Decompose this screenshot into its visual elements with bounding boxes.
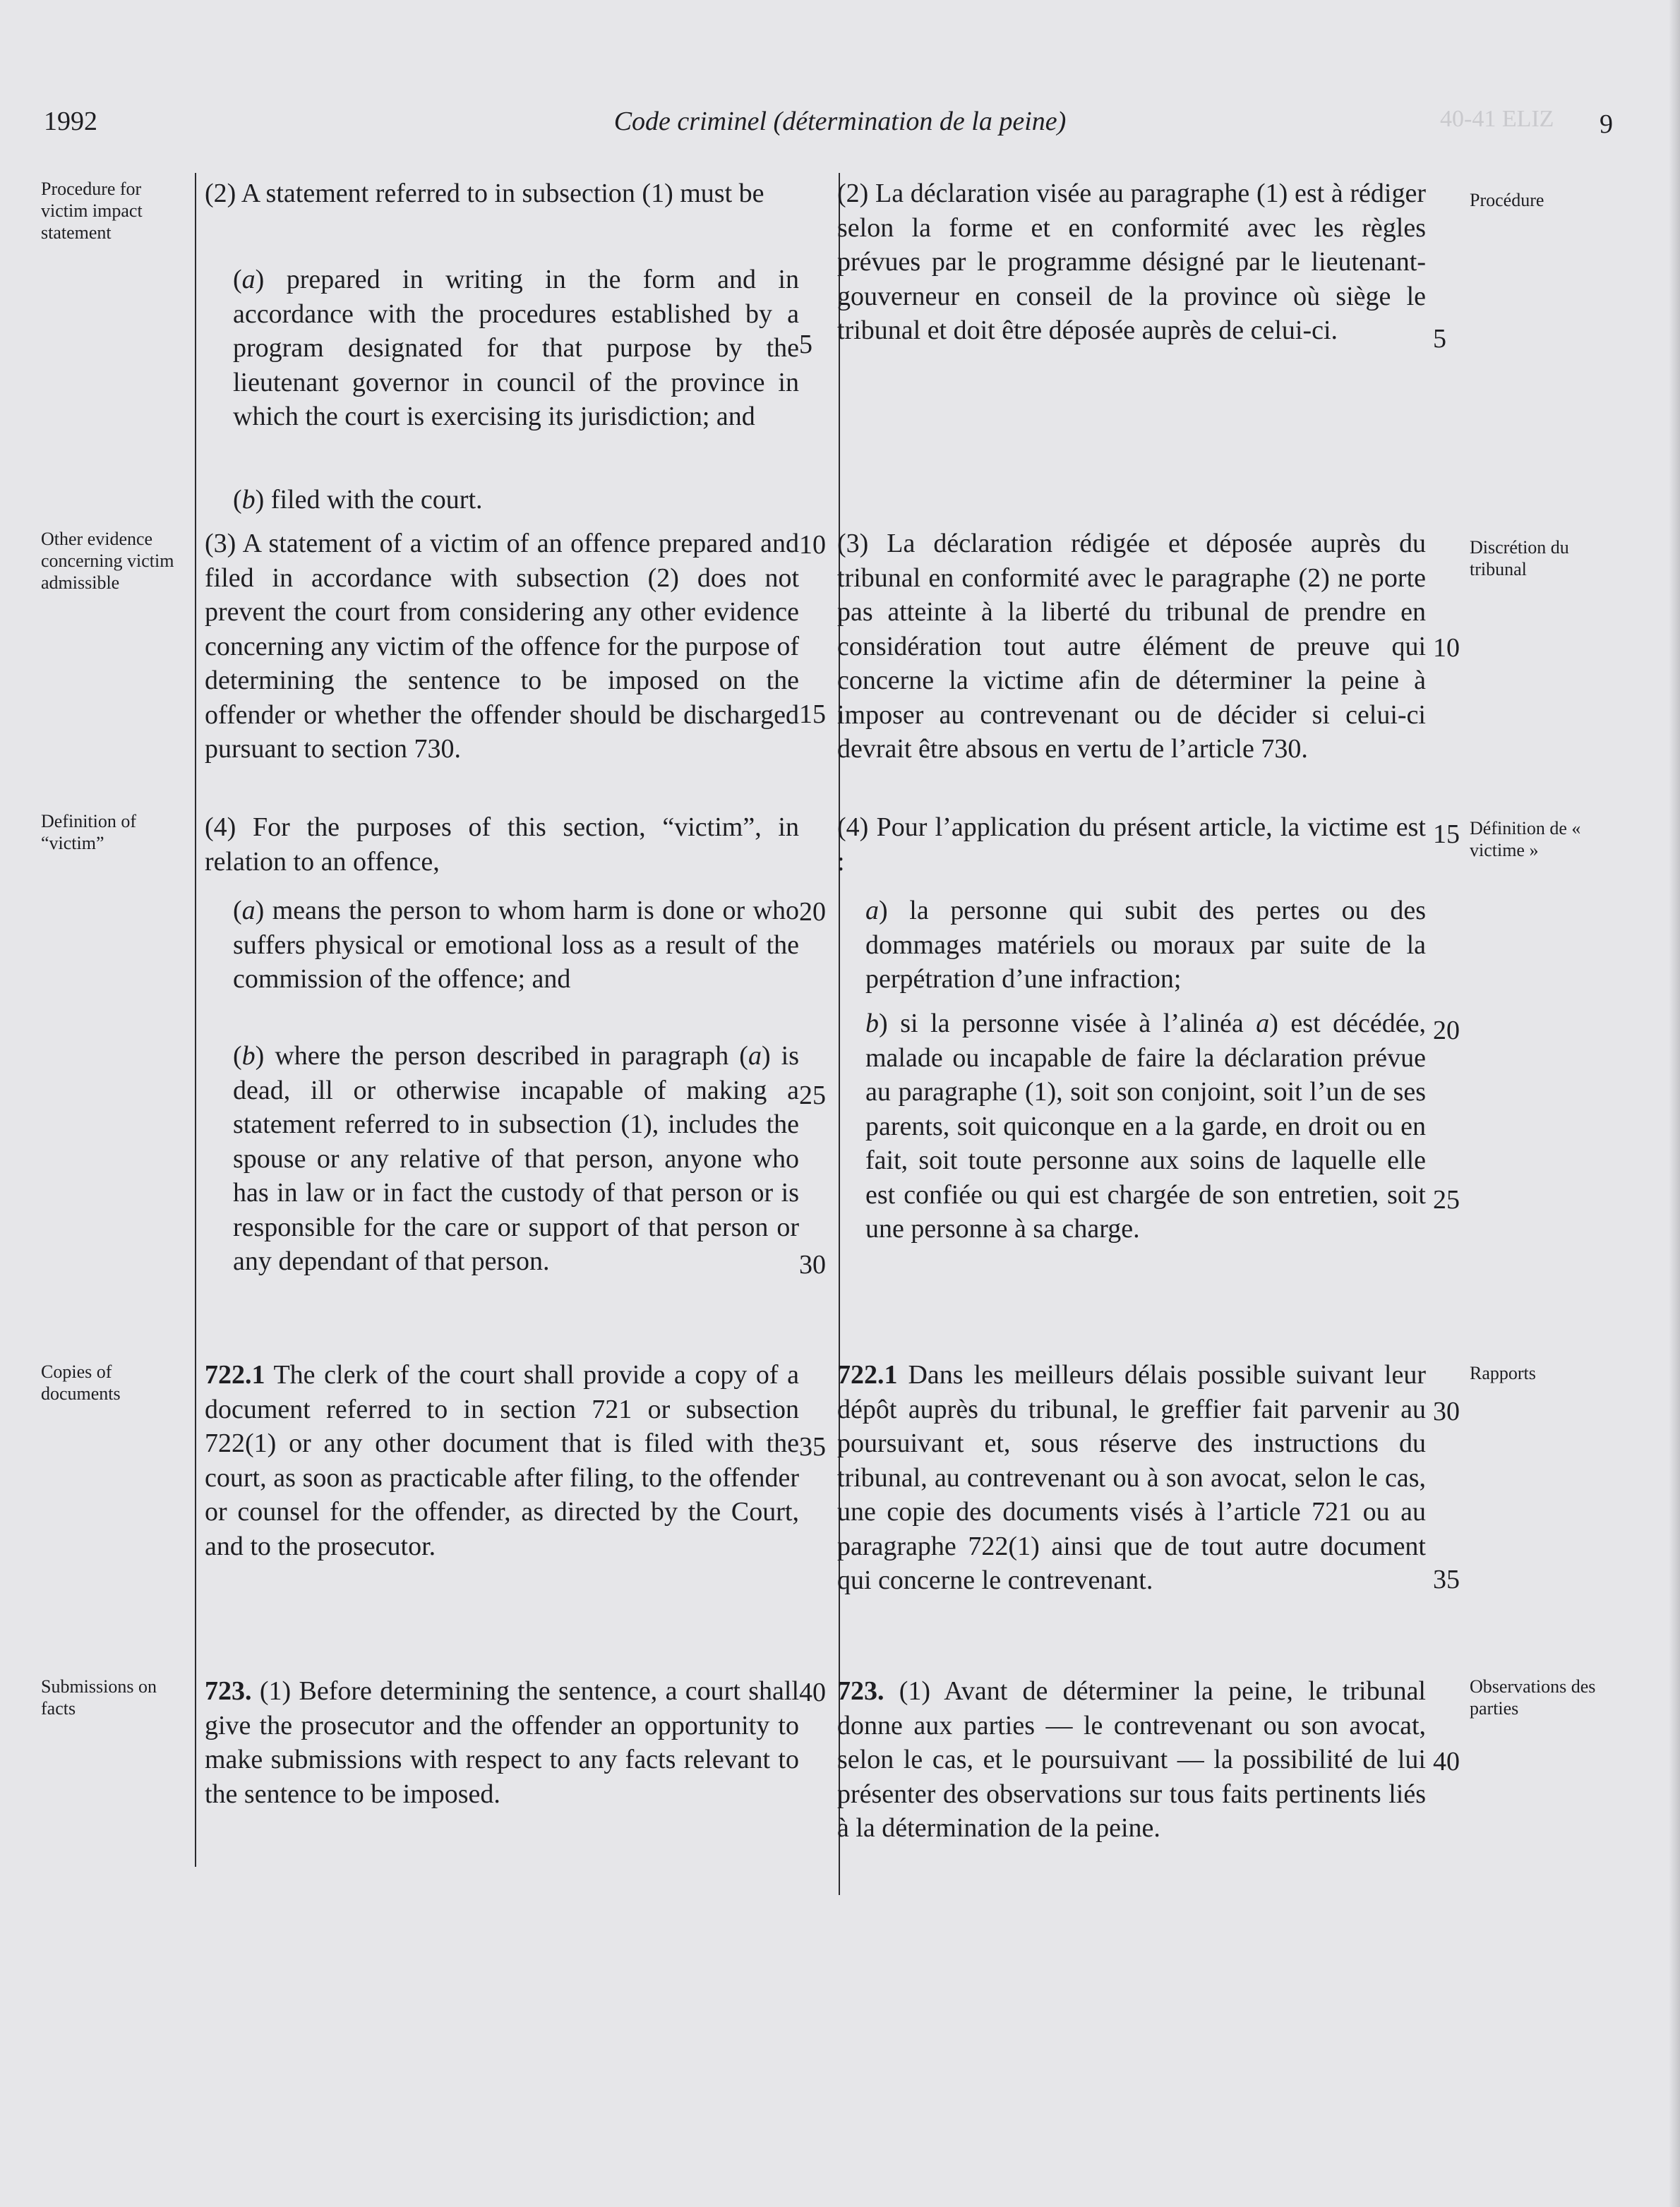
margin-note: Discrétion du tribunal (1470, 537, 1569, 579)
paragraph-en-722-2: (2) A statement referred to in subsection (1) must be (205, 179, 764, 208)
page-header (0, 106, 1680, 148)
line-number: 35 (799, 1432, 826, 1462)
bleed-through-text: 40-41 ELIZ (1440, 106, 1554, 132)
paragraph-fr-722-4a: a) la personne qui subit des pertes ou des dommages matériels ou moraux par suite de la perpétration d’une infraction; (865, 896, 1426, 994)
paragraph-en-722-4a: (a) means the person to whom harm is done or who suffers physical or emotional loss as a result of the commission of the offence; and (233, 896, 799, 994)
paragraph-en-722-1: 722.1 The clerk of the court shall provide a copy of a document referred to in section 721 or subsection 722(1) or any other document that is filed with the court, as soon as practicable after filing, to the offender or counsel for the offender, as directed by the Court, and to the prosecutor. (205, 1360, 799, 1561)
paragraph-en-722-2b: (b) filed with the court. (233, 485, 483, 515)
line-number: 35 (1433, 1565, 1460, 1594)
paragraph-en-723-1: 723. (1) Before determining the sentence, a court shall give the prosecutor and the offender an opportunity to make submissions with respect to any facts relevant to the sentence to be imposed. (205, 1676, 799, 1809)
paragraph-en-722-3: (3) A statement of a victim of an offence prepared and filed in accordance with subsection (2) does not prevent the court from considering any other evidence concerning any victim of the offence for the purpose of determining the sentence to be imposed on the offender or whether the offender should be discharged pursuant to section 730. (205, 529, 799, 764)
line-number: 40 (1433, 1747, 1460, 1776)
paragraph-fr-722-4: (4) Pour l’application du présent article, la victime est : (837, 812, 1426, 877)
margin-note: Procédure (1470, 190, 1544, 210)
paragraph-fr-722-4b: b) si la personne visée à l’alinéa a) est décédée, malade ou incapable de faire la déclaration prévue au paragraphe (1), soit son conjoint, soit l’un de ses parents, soit quiconque en a la garde, en droit ou en fait, soit toute personne aux soins de laquelle elle est confiée ou qui est chargée de son entretien, soit une personne à sa charge. (865, 1009, 1427, 1244)
line-number: 15 (799, 699, 826, 729)
line-number: 40 (799, 1678, 826, 1707)
margin-note: Rapports (1470, 1363, 1536, 1383)
paragraph-en-722-4b: (b) where the person described in paragraph (a) is dead, ill or otherwise incapable of making a statement referred to in subsection (1), includes the spouse or any relative of that person, anyone who has in law or in fact the custody of that person or is responsible for the care or support of that person or any dependant of that person. (233, 1041, 800, 1276)
page-number: 9 (1600, 109, 1613, 139)
paragraph-en-722-2a: (a) prepared in writing in the form and in accordance with the procedures established by a program designated for that purpose by the lieutenant governor in council of the province in which the court is exercising its jurisdiction; and (233, 265, 799, 431)
line-number: 10 (1433, 633, 1460, 663)
line-number: 15 (1433, 819, 1460, 849)
margin-note: Copies of documents (41, 1361, 121, 1404)
margin-note: Other evidence concerning victim admissible (41, 529, 174, 593)
line-number: 30 (799, 1250, 826, 1280)
left-column-rule (195, 173, 196, 1867)
line-number: 20 (799, 897, 826, 927)
line-number: 25 (799, 1081, 826, 1110)
line-number: 30 (1433, 1397, 1460, 1426)
page-edge-shadow (1669, 0, 1680, 2207)
margin-note: Definition of “victim” (41, 811, 137, 853)
paragraph-fr-723-1: 723. (1) Avant de déterminer la peine, le tribunal donne aux parties — le contrevenant ou son avocat, selon le cas, et le poursuivant — la possibilité de lui présenter des observations sur tous faits pertinents liés à la détermination de la peine. (837, 1676, 1426, 1843)
margin-note: Procedure for victim impact statement (41, 179, 143, 243)
line-number: 20 (1433, 1016, 1460, 1045)
line-number: 25 (1433, 1185, 1460, 1215)
paragraph-fr-722-2: (2) La déclaration visée au paragraphe (1) est à rédiger selon la forme et en conformité avec les règles prévues par le programme désigné par le lieutenant-gouverneur en conseil de la province où siège le tribunal et doit être déposée auprès de celui-ci. (837, 179, 1426, 345)
line-number: 5 (1433, 324, 1446, 354)
paragraph-fr-722-1: 722.1 Dans les meilleurs délais possible suivant leur dépôt auprès du tribunal, le greffier fait parvenir au poursuivant et, sous réserve des instructions du tribunal, au contrevenant ou à son avocat, selon le cas, une copie des documents visés à l’article 721 ou au paragraphe 722(1) ainsi que de tout autre document qui concerne le contrevenant. (837, 1360, 1426, 1595)
line-number: 10 (799, 530, 826, 560)
page-title: Code criminel (détermination de la peine) (613, 107, 1067, 136)
margin-note: Définition de « victime » (1470, 818, 1581, 860)
paragraph-en-722-4: (4) For the purposes of this section, “victim”, in relation to an offence, (205, 812, 799, 877)
line-number: 5 (799, 330, 812, 359)
margin-note: Observations des parties (1470, 1676, 1596, 1719)
paragraph-fr-722-3: (3) La déclaration rédigée et déposée auprès du tribunal en conformité avec le paragraphe (2) ne porte pas atteinte à la liberté du tribunal de prendre en considération tout autre élément de preuve qui concerne la victime afin de déterminer la peine à imposer au contrevenant ou de décider si celui-ci devrait être absous en vertu de l’article 730. (837, 529, 1426, 764)
year: 1992 (44, 107, 97, 136)
margin-note: Submissions on facts (41, 1676, 157, 1719)
